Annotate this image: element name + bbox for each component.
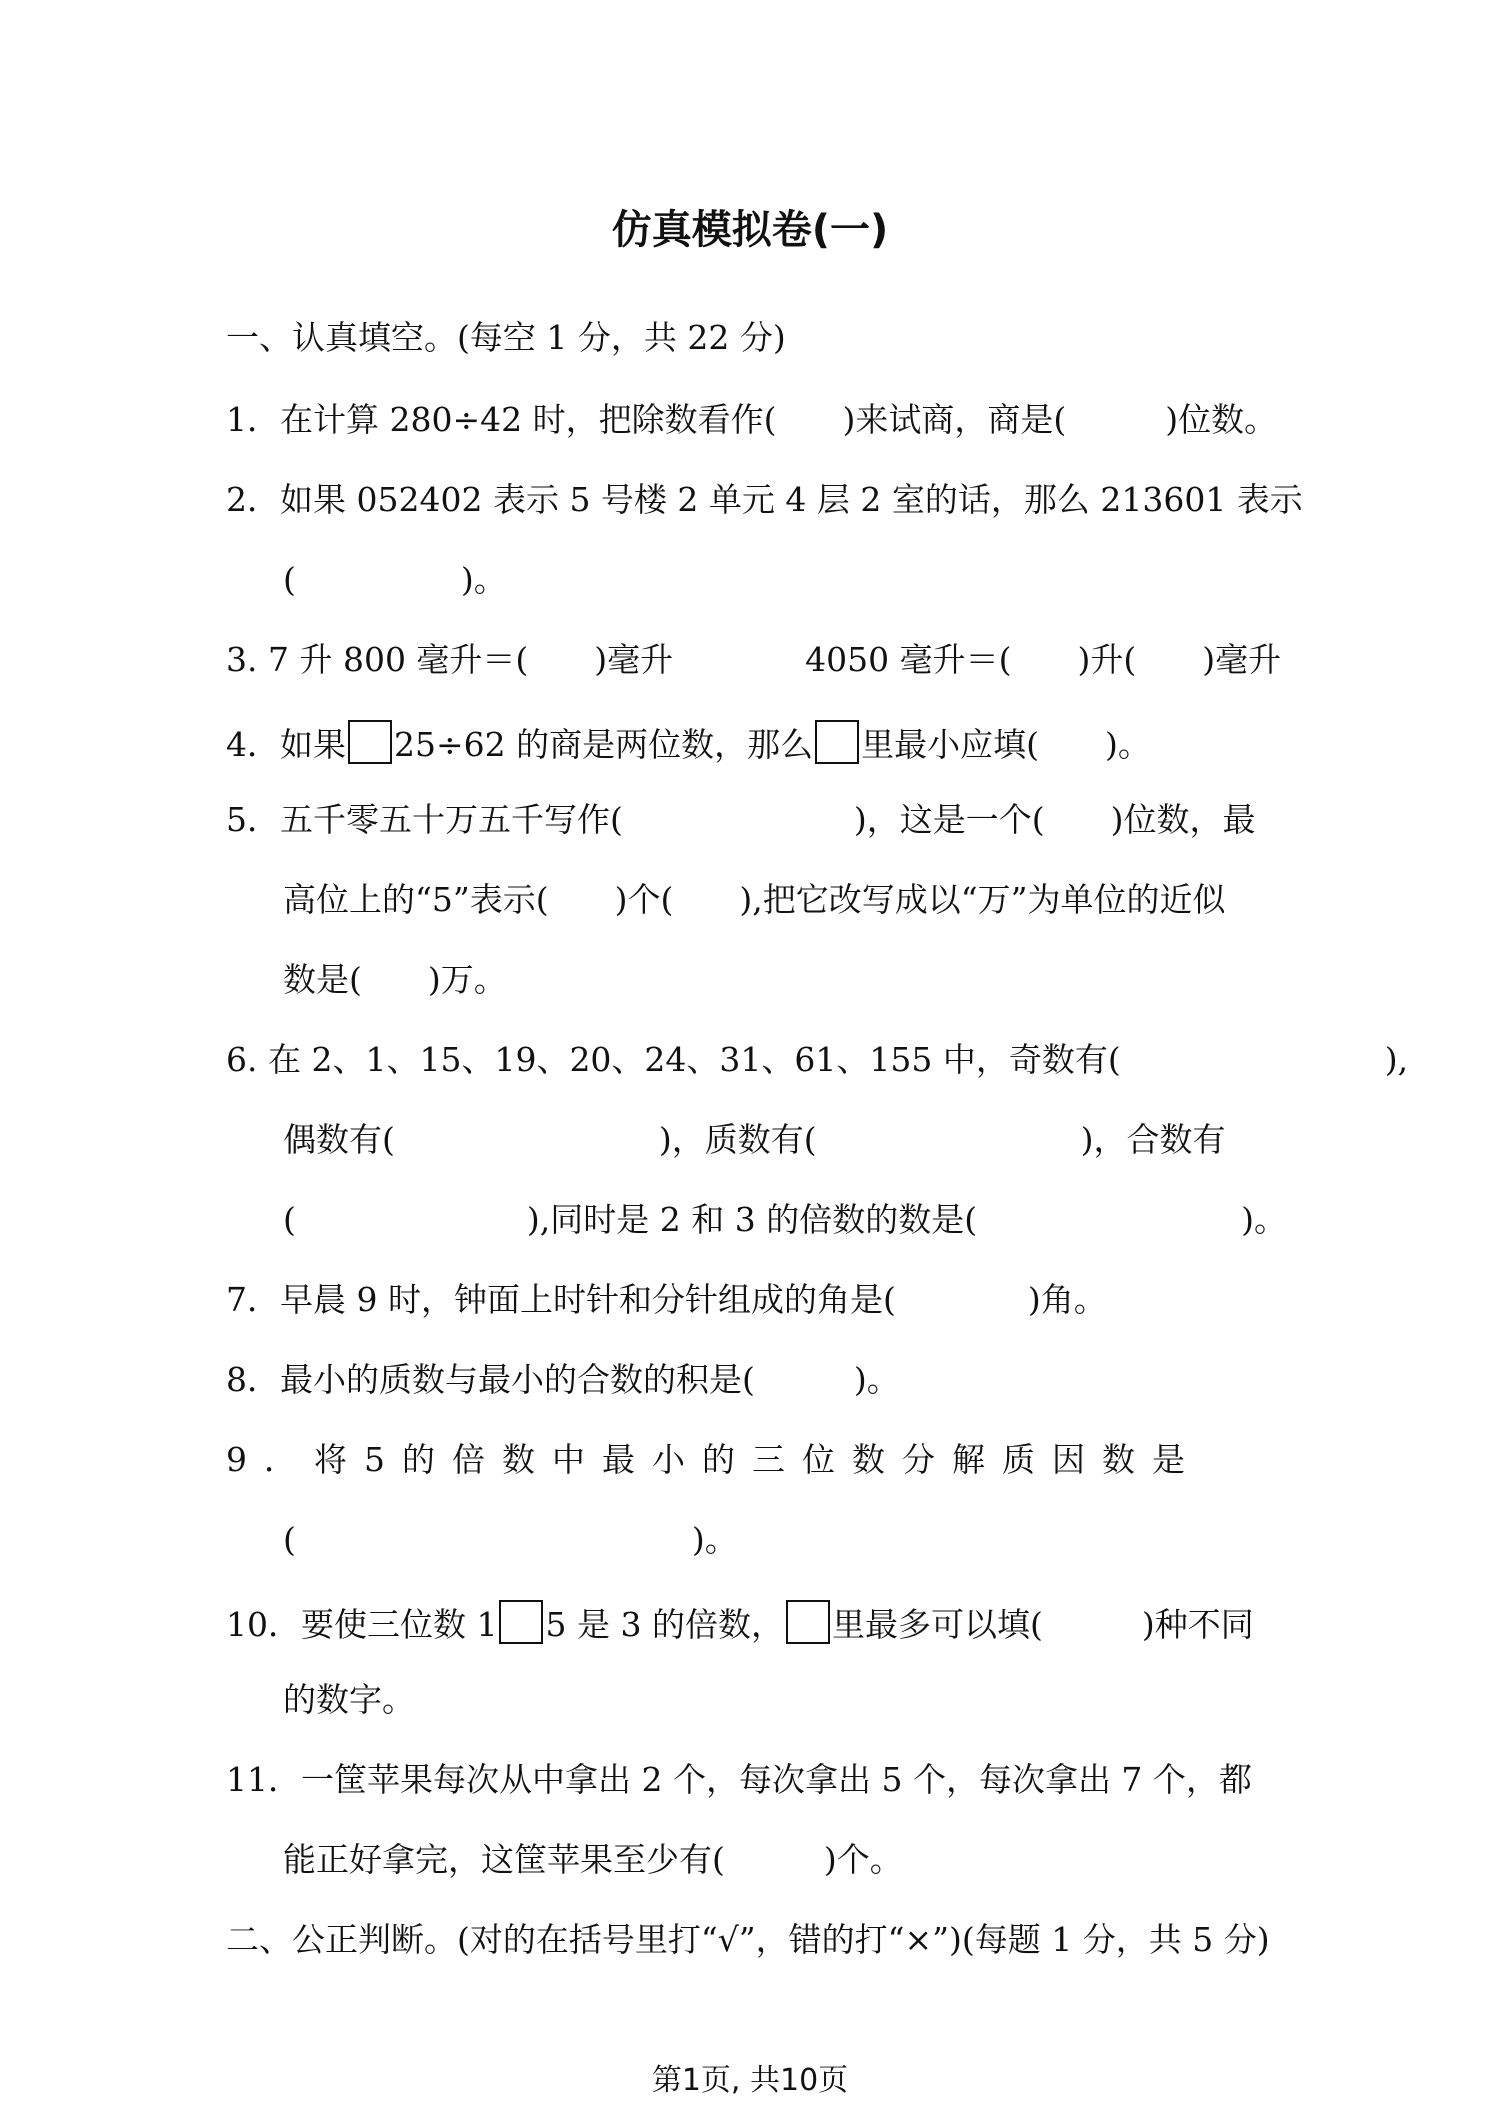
answer-box bbox=[499, 1600, 543, 1644]
page-footer: 第1页, 共10页 bbox=[651, 2063, 849, 2098]
question-4-text-b: 25÷62 的商是两位数，那么 bbox=[394, 725, 814, 764]
answer-box bbox=[815, 720, 859, 764]
answer-box bbox=[348, 720, 392, 764]
question-10-text-a: 10．要使三位数 1 bbox=[226, 1605, 498, 1644]
question-4 bbox=[226, 720, 1151, 767]
question-10-line-2: 的数字。 bbox=[283, 1680, 415, 1719]
question-3: 3. 7 升 800 毫升＝( )毫升 4050 毫升＝( )升( )毫升 bbox=[226, 640, 1282, 679]
question-8: 8．最小的质数与最小的合数的积是( )。 bbox=[226, 1360, 900, 1399]
question-10-text-b: 5 是 3 的倍数， bbox=[545, 1605, 784, 1644]
question-2-line-1: 2．如果 052402 表示 5 号楼 2 单元 4 层 2 室的话，那么 213601 表示 bbox=[226, 480, 1303, 519]
section-2-header: 二、公正判断。(对的在括号里打“√”，错的打“×”)(每题 1 分，共 5 分) bbox=[226, 1920, 1270, 1959]
question-4-text-c: 里最小应填( )。 bbox=[861, 725, 1151, 764]
question-6-line-2: 偶数有( )，质数有( )，合数有 bbox=[283, 1120, 1226, 1159]
question-10-line-1 bbox=[226, 1600, 1254, 1647]
question-5-line-1: 5．五千零五十万五千写作( )，这是一个( )位数，最 bbox=[226, 800, 1256, 839]
page-title: 仿真模拟卷(一) bbox=[611, 207, 889, 253]
question-6-line-1: 6. 在 2、1、15、19、20、24、31、61、155 中，奇数有( ), bbox=[226, 1040, 1409, 1079]
question-6-line-3: ( ),同时是 2 和 3 的倍数的数是( )。 bbox=[283, 1200, 1287, 1239]
question-9-line-2: ( )。 bbox=[283, 1520, 738, 1559]
section-1-header: 一、认真填空。(每空 1 分，共 22 分) bbox=[226, 318, 786, 357]
question-4-text-a: 4．如果 bbox=[226, 725, 346, 764]
question-10-text-c: 里最多可以填( )种不同 bbox=[831, 1605, 1254, 1644]
question-1: 1．在计算 280÷42 时，把除数看作( )来试商，商是( )位数。 bbox=[226, 400, 1278, 439]
question-5-line-2: 高位上的“5”表示( )个( ),把它改写成以“万”为单位的近似 bbox=[283, 880, 1226, 919]
question-9-line-1: 9．将5的倍数中最小的三位数分解质因数是 bbox=[226, 1440, 1202, 1479]
question-2-line-2: ( )。 bbox=[283, 560, 507, 599]
question-11-line-2: 能正好拿完，这筐苹果至少有( )个。 bbox=[283, 1840, 903, 1879]
answer-box bbox=[786, 1600, 830, 1644]
question-11-line-1: 11．一筐苹果每次从中拿出 2 个，每次拿出 5 个，每次拿出 7 个，都 bbox=[226, 1760, 1252, 1799]
question-7: 7．早晨 9 时，钟面上时针和分针组成的角是( )角。 bbox=[226, 1280, 1107, 1319]
question-5-line-3: 数是( )万。 bbox=[283, 960, 507, 999]
